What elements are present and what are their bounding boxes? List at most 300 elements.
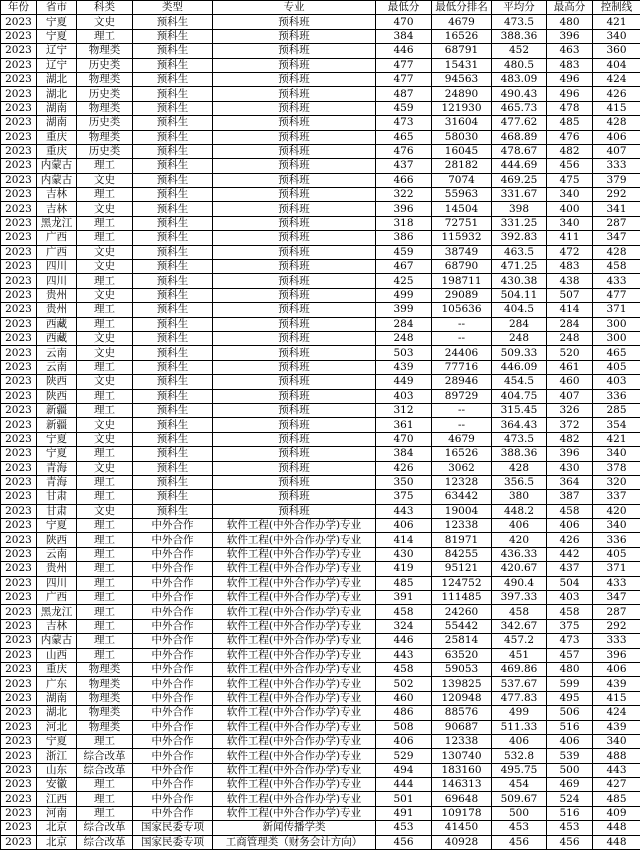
cell-min-score: 399 (376, 303, 432, 317)
cell-max-score: 482 (547, 144, 593, 158)
cell-major: 软件工程(中外合作办学)专业 (213, 547, 376, 561)
cell-subject: 理工 (77, 519, 133, 533)
table-row (1, 533, 640, 547)
table-row (1, 15, 640, 29)
cell-control-line: 403 (593, 375, 640, 389)
cell-type: 国家民委专项 (133, 821, 213, 835)
cell-avg-score: 457.2 (492, 634, 547, 648)
cell-type: 中外合作 (133, 763, 213, 777)
cell-min-score: 477 (376, 58, 432, 72)
cell-min-score: 284 (376, 317, 432, 331)
cell-subject: 文史 (77, 432, 133, 446)
cell-avg-score: 532.8 (492, 749, 547, 763)
cell-min-rank: 41450 (432, 821, 492, 835)
cell-province: 黑龙江 (37, 605, 77, 619)
cell-avg-score: 404.75 (492, 389, 547, 403)
cell-major: 预科班 (213, 144, 376, 158)
cell-min-score: 350 (376, 475, 432, 489)
cell-major: 软件工程(中外合作办学)专业 (213, 691, 376, 705)
cell-avg-score: 448.2 (492, 504, 547, 518)
cell-province: 广东 (37, 677, 77, 691)
cell-min-rank: 12328 (432, 475, 492, 489)
cell-province: 北京 (37, 835, 77, 849)
cell-avg-score: 356.5 (492, 475, 547, 489)
table-row (1, 677, 640, 691)
cell-control-line: 340 (593, 734, 640, 748)
cell-avg-score: 458 (492, 605, 547, 619)
cell-major: 预科班 (213, 432, 376, 446)
cell-subject: 物理类 (77, 720, 133, 734)
cell-min-score: 446 (376, 44, 432, 58)
cell-avg-score: 477.83 (492, 691, 547, 705)
cell-max-score: 438 (547, 274, 593, 288)
cell-major: 预科班 (213, 274, 376, 288)
cell-avg-score: 469.25 (492, 173, 547, 187)
cell-min-rank: 139825 (432, 677, 492, 691)
cell-type: 中外合作 (133, 533, 213, 547)
table-row (1, 44, 640, 58)
cell-major: 工商管理类（财务会计方向） (213, 835, 376, 849)
cell-type: 中外合作 (133, 749, 213, 763)
cell-control-line: 421 (593, 432, 640, 446)
cell-avg-score: 331.67 (492, 188, 547, 202)
cell-province: 贵州 (37, 288, 77, 302)
cell-control-line: 488 (593, 749, 640, 763)
cell-province: 内蒙古 (37, 634, 77, 648)
cell-province: 广西 (37, 591, 77, 605)
cell-type: 预科生 (133, 216, 213, 230)
cell-control-line: 292 (593, 619, 640, 633)
cell-min-rank: 109178 (432, 806, 492, 820)
cell-type: 中外合作 (133, 634, 213, 648)
cell-avg-score: 331.25 (492, 216, 547, 230)
cell-min-rank: 69648 (432, 792, 492, 806)
cell-major: 预科班 (213, 188, 376, 202)
cell-major: 预科班 (213, 403, 376, 417)
table-row (1, 159, 640, 173)
cell-avg-score: 248 (492, 331, 547, 345)
cell-avg-score: 428 (492, 461, 547, 475)
cell-max-score: 480 (547, 662, 593, 676)
cell-subject: 理工 (77, 216, 133, 230)
cell-max-score: 461 (547, 360, 593, 374)
cell-type: 预科生 (133, 360, 213, 374)
cell-avg-score: 495.75 (492, 763, 547, 777)
cell-avg-score: 509.67 (492, 792, 547, 806)
cell-type: 中外合作 (133, 677, 213, 691)
cell-max-score: 478 (547, 101, 593, 115)
cell-type: 中外合作 (133, 806, 213, 820)
cell-major: 软件工程(中外合作办学)专业 (213, 533, 376, 547)
table-row (1, 662, 640, 676)
cell-min-score: 443 (376, 648, 432, 662)
cell-year: 2023 (1, 619, 37, 633)
cell-subject: 理工 (77, 29, 133, 43)
table-row (1, 763, 640, 777)
header-control-line: 控制线 (593, 1, 640, 15)
cell-year: 2023 (1, 375, 37, 389)
cell-max-score: 469 (547, 778, 593, 792)
table-row (1, 835, 640, 849)
cell-type: 预科生 (133, 44, 213, 58)
cell-max-score: 406 (547, 519, 593, 533)
cell-avg-score: 490.4 (492, 576, 547, 590)
cell-type: 预科生 (133, 389, 213, 403)
cell-major: 预科班 (213, 418, 376, 432)
cell-max-score: 460 (547, 375, 593, 389)
cell-year: 2023 (1, 662, 37, 676)
cell-control-line: 340 (593, 447, 640, 461)
cell-type: 预科生 (133, 159, 213, 173)
cell-min-score: 470 (376, 432, 432, 446)
cell-province: 陕西 (37, 375, 77, 389)
cell-province: 浙江 (37, 749, 77, 763)
cell-province: 新疆 (37, 418, 77, 432)
cell-year: 2023 (1, 15, 37, 29)
cell-type: 预科生 (133, 144, 213, 158)
cell-min-rank: 115932 (432, 231, 492, 245)
cell-province: 贵州 (37, 562, 77, 576)
cell-max-score: 457 (547, 648, 593, 662)
cell-type: 预科生 (133, 346, 213, 360)
cell-control-line: 477 (593, 288, 640, 302)
table-row (1, 216, 640, 230)
cell-year: 2023 (1, 346, 37, 360)
cell-major: 软件工程(中外合作办学)专业 (213, 677, 376, 691)
cell-avg-score: 483.09 (492, 72, 547, 86)
cell-control-line: 405 (593, 360, 640, 374)
cell-year: 2023 (1, 58, 37, 72)
cell-min-rank: 63442 (432, 490, 492, 504)
cell-subject: 理工 (77, 403, 133, 417)
cell-year: 2023 (1, 461, 37, 475)
cell-type: 预科生 (133, 303, 213, 317)
cell-min-rank: 198711 (432, 274, 492, 288)
cell-control-line: 439 (593, 720, 640, 734)
cell-min-rank: 55442 (432, 619, 492, 633)
cell-type: 预科生 (133, 231, 213, 245)
table-row (1, 231, 640, 245)
cell-type: 预科生 (133, 461, 213, 475)
cell-year: 2023 (1, 159, 37, 173)
table-row (1, 173, 640, 187)
cell-min-rank: 31604 (432, 116, 492, 130)
cell-max-score: 483 (547, 260, 593, 274)
cell-major: 预科班 (213, 317, 376, 331)
cell-subject: 理工 (77, 231, 133, 245)
cell-max-score: 463 (547, 44, 593, 58)
cell-major: 预科班 (213, 29, 376, 43)
cell-subject: 理工 (77, 605, 133, 619)
cell-control-line: 371 (593, 562, 640, 576)
cell-major: 预科班 (213, 331, 376, 345)
cell-subject: 理工 (77, 317, 133, 331)
cell-type: 预科生 (133, 72, 213, 86)
cell-min-score: 491 (376, 806, 432, 820)
cell-major: 预科班 (213, 216, 376, 230)
cell-type: 预科生 (133, 403, 213, 417)
cell-major: 预科班 (213, 202, 376, 216)
table-row (1, 202, 640, 216)
cell-year: 2023 (1, 706, 37, 720)
cell-subject: 文史 (77, 202, 133, 216)
cell-avg-score: 469.86 (492, 662, 547, 676)
cell-max-score: 340 (547, 216, 593, 230)
cell-avg-score: 451 (492, 648, 547, 662)
table-row (1, 734, 640, 748)
cell-min-score: 324 (376, 619, 432, 633)
cell-subject: 理工 (77, 562, 133, 576)
cell-max-score: 407 (547, 389, 593, 403)
cell-year: 2023 (1, 29, 37, 43)
cell-avg-score: 471.25 (492, 260, 547, 274)
cell-min-score: 361 (376, 418, 432, 432)
cell-max-score: 473 (547, 634, 593, 648)
table-row (1, 418, 640, 432)
cell-subject: 物理类 (77, 662, 133, 676)
cell-year: 2023 (1, 188, 37, 202)
cell-subject: 理工 (77, 792, 133, 806)
table-row (1, 72, 640, 86)
cell-avg-score: 456 (492, 835, 547, 849)
cell-control-line: 458 (593, 260, 640, 274)
cell-avg-score: 499 (492, 706, 547, 720)
cell-min-score: 426 (376, 461, 432, 475)
cell-min-score: 460 (376, 691, 432, 705)
cell-min-score: 406 (376, 519, 432, 533)
table-row (1, 720, 640, 734)
cell-subject: 理工 (77, 303, 133, 317)
cell-max-score: 520 (547, 346, 593, 360)
cell-year: 2023 (1, 490, 37, 504)
cell-min-score: 501 (376, 792, 432, 806)
cell-province: 湖南 (37, 101, 77, 115)
cell-province: 青海 (37, 461, 77, 475)
cell-major: 预科班 (213, 72, 376, 86)
table-row (1, 346, 640, 360)
cell-min-score: 396 (376, 202, 432, 216)
cell-major: 软件工程(中外合作办学)专业 (213, 591, 376, 605)
cell-year: 2023 (1, 44, 37, 58)
cell-major: 预科班 (213, 260, 376, 274)
table-row (1, 648, 640, 662)
table-row (1, 360, 640, 374)
cell-control-line: 439 (593, 677, 640, 691)
cell-type: 中外合作 (133, 691, 213, 705)
cell-min-score: 444 (376, 778, 432, 792)
table-row (1, 447, 640, 461)
cell-type: 预科生 (133, 317, 213, 331)
cell-avg-score: 537.67 (492, 677, 547, 691)
cell-avg-score: 454 (492, 778, 547, 792)
cell-min-rank: 7074 (432, 173, 492, 187)
cell-min-score: 502 (376, 677, 432, 691)
cell-year: 2023 (1, 519, 37, 533)
cell-type: 预科生 (133, 260, 213, 274)
cell-province: 甘肃 (37, 504, 77, 518)
cell-control-line: 292 (593, 188, 640, 202)
cell-avg-score: 480.5 (492, 58, 547, 72)
cell-type: 预科生 (133, 116, 213, 130)
cell-min-score: 485 (376, 576, 432, 590)
cell-major: 预科班 (213, 101, 376, 115)
cell-max-score: 480 (547, 15, 593, 29)
cell-subject: 文史 (77, 331, 133, 345)
cell-control-line: 404 (593, 58, 640, 72)
cell-province: 山东 (37, 763, 77, 777)
cell-major: 预科班 (213, 116, 376, 130)
cell-subject: 理工 (77, 360, 133, 374)
cell-subject: 理工 (77, 490, 133, 504)
cell-province: 吉林 (37, 619, 77, 633)
cell-min-score: 458 (376, 605, 432, 619)
cell-type: 国家民委专项 (133, 835, 213, 849)
cell-avg-score: 454.5 (492, 375, 547, 389)
cell-avg-score: 397.33 (492, 591, 547, 605)
cell-control-line: 424 (593, 72, 640, 86)
table-row (1, 792, 640, 806)
cell-min-rank: -- (432, 418, 492, 432)
cell-year: 2023 (1, 648, 37, 662)
cell-avg-score: 453 (492, 821, 547, 835)
cell-max-score: 414 (547, 303, 593, 317)
cell-type: 预科生 (133, 418, 213, 432)
cell-min-rank: 16045 (432, 144, 492, 158)
cell-min-score: 318 (376, 216, 432, 230)
cell-province: 湖北 (37, 72, 77, 86)
cell-min-rank: 24890 (432, 87, 492, 101)
cell-min-rank: 88576 (432, 706, 492, 720)
cell-min-rank: 15431 (432, 58, 492, 72)
cell-type: 中外合作 (133, 662, 213, 676)
cell-max-score: 599 (547, 677, 593, 691)
cell-min-rank: 95121 (432, 562, 492, 576)
cell-major: 预科班 (213, 231, 376, 245)
cell-province: 湖北 (37, 87, 77, 101)
cell-subject: 理工 (77, 734, 133, 748)
table-row (1, 288, 640, 302)
cell-min-rank: 59053 (432, 662, 492, 676)
cell-year: 2023 (1, 677, 37, 691)
cell-min-rank: 4679 (432, 15, 492, 29)
cell-province: 新疆 (37, 403, 77, 417)
table-row (1, 432, 640, 446)
cell-major: 预科班 (213, 360, 376, 374)
cell-year: 2023 (1, 778, 37, 792)
cell-avg-score: 463.5 (492, 245, 547, 259)
cell-control-line: 428 (593, 116, 640, 130)
cell-subject: 文史 (77, 173, 133, 187)
cell-year: 2023 (1, 101, 37, 115)
cell-min-score: 403 (376, 389, 432, 403)
cell-subject: 理工 (77, 274, 133, 288)
cell-subject: 综合改革 (77, 763, 133, 777)
cell-province: 云南 (37, 346, 77, 360)
cell-min-score: 406 (376, 734, 432, 748)
cell-min-rank: 19004 (432, 504, 492, 518)
cell-control-line: 485 (593, 792, 640, 806)
cell-subject: 物理类 (77, 72, 133, 86)
cell-control-line: 409 (593, 806, 640, 820)
cell-subject: 综合改革 (77, 821, 133, 835)
cell-type: 预科生 (133, 245, 213, 259)
cell-min-rank: 4679 (432, 432, 492, 446)
cell-major: 预科班 (213, 87, 376, 101)
cell-province: 河北 (37, 720, 77, 734)
cell-subject: 文史 (77, 346, 133, 360)
cell-subject: 文史 (77, 461, 133, 475)
cell-province: 宁夏 (37, 734, 77, 748)
cell-control-line: 424 (593, 706, 640, 720)
cell-subject: 物理类 (77, 101, 133, 115)
cell-year: 2023 (1, 331, 37, 345)
cell-major: 软件工程(中外合作办学)专业 (213, 763, 376, 777)
cell-min-score: 384 (376, 447, 432, 461)
cell-subject: 物理类 (77, 677, 133, 691)
cell-min-rank: 84255 (432, 547, 492, 561)
cell-province: 陕西 (37, 389, 77, 403)
table-row (1, 591, 640, 605)
cell-subject: 理工 (77, 648, 133, 662)
cell-year: 2023 (1, 447, 37, 461)
cell-min-score: 459 (376, 245, 432, 259)
cell-type: 预科生 (133, 432, 213, 446)
cell-max-score: 456 (547, 159, 593, 173)
cell-control-line: 337 (593, 490, 640, 504)
cell-min-score: 446 (376, 634, 432, 648)
cell-max-score: 396 (547, 447, 593, 461)
cell-min-rank: 24260 (432, 605, 492, 619)
cell-province: 广西 (37, 231, 77, 245)
cell-avg-score: 444.69 (492, 159, 547, 173)
table-row (1, 461, 640, 475)
cell-year: 2023 (1, 749, 37, 763)
cell-major: 预科班 (213, 173, 376, 187)
cell-major: 预科班 (213, 447, 376, 461)
cell-max-score: 340 (547, 188, 593, 202)
cell-province: 北京 (37, 821, 77, 835)
cell-province: 云南 (37, 547, 77, 561)
cell-subject: 文史 (77, 15, 133, 29)
cell-year: 2023 (1, 547, 37, 561)
cell-min-rank: 77716 (432, 360, 492, 374)
table-row (1, 475, 640, 489)
cell-major: 软件工程(中外合作办学)专业 (213, 634, 376, 648)
cell-control-line: 378 (593, 461, 640, 475)
cell-major: 预科班 (213, 475, 376, 489)
cell-subject: 文史 (77, 375, 133, 389)
cell-type: 预科生 (133, 87, 213, 101)
cell-min-rank: 3062 (432, 461, 492, 475)
table-row (1, 130, 640, 144)
table-row (1, 619, 640, 633)
cell-max-score: 426 (547, 533, 593, 547)
cell-major: 预科班 (213, 15, 376, 29)
table-row (1, 806, 640, 820)
cell-major: 软件工程(中外合作办学)专业 (213, 562, 376, 576)
cell-min-score: 508 (376, 720, 432, 734)
cell-subject: 理工 (77, 447, 133, 461)
cell-year: 2023 (1, 835, 37, 849)
cell-min-rank: 89729 (432, 389, 492, 403)
cell-max-score: 400 (547, 202, 593, 216)
cell-max-score: 375 (547, 619, 593, 633)
cell-min-score: 477 (376, 72, 432, 86)
cell-type: 预科生 (133, 29, 213, 43)
cell-major: 软件工程(中外合作办学)专业 (213, 792, 376, 806)
cell-min-rank: -- (432, 403, 492, 417)
cell-province: 重庆 (37, 130, 77, 144)
